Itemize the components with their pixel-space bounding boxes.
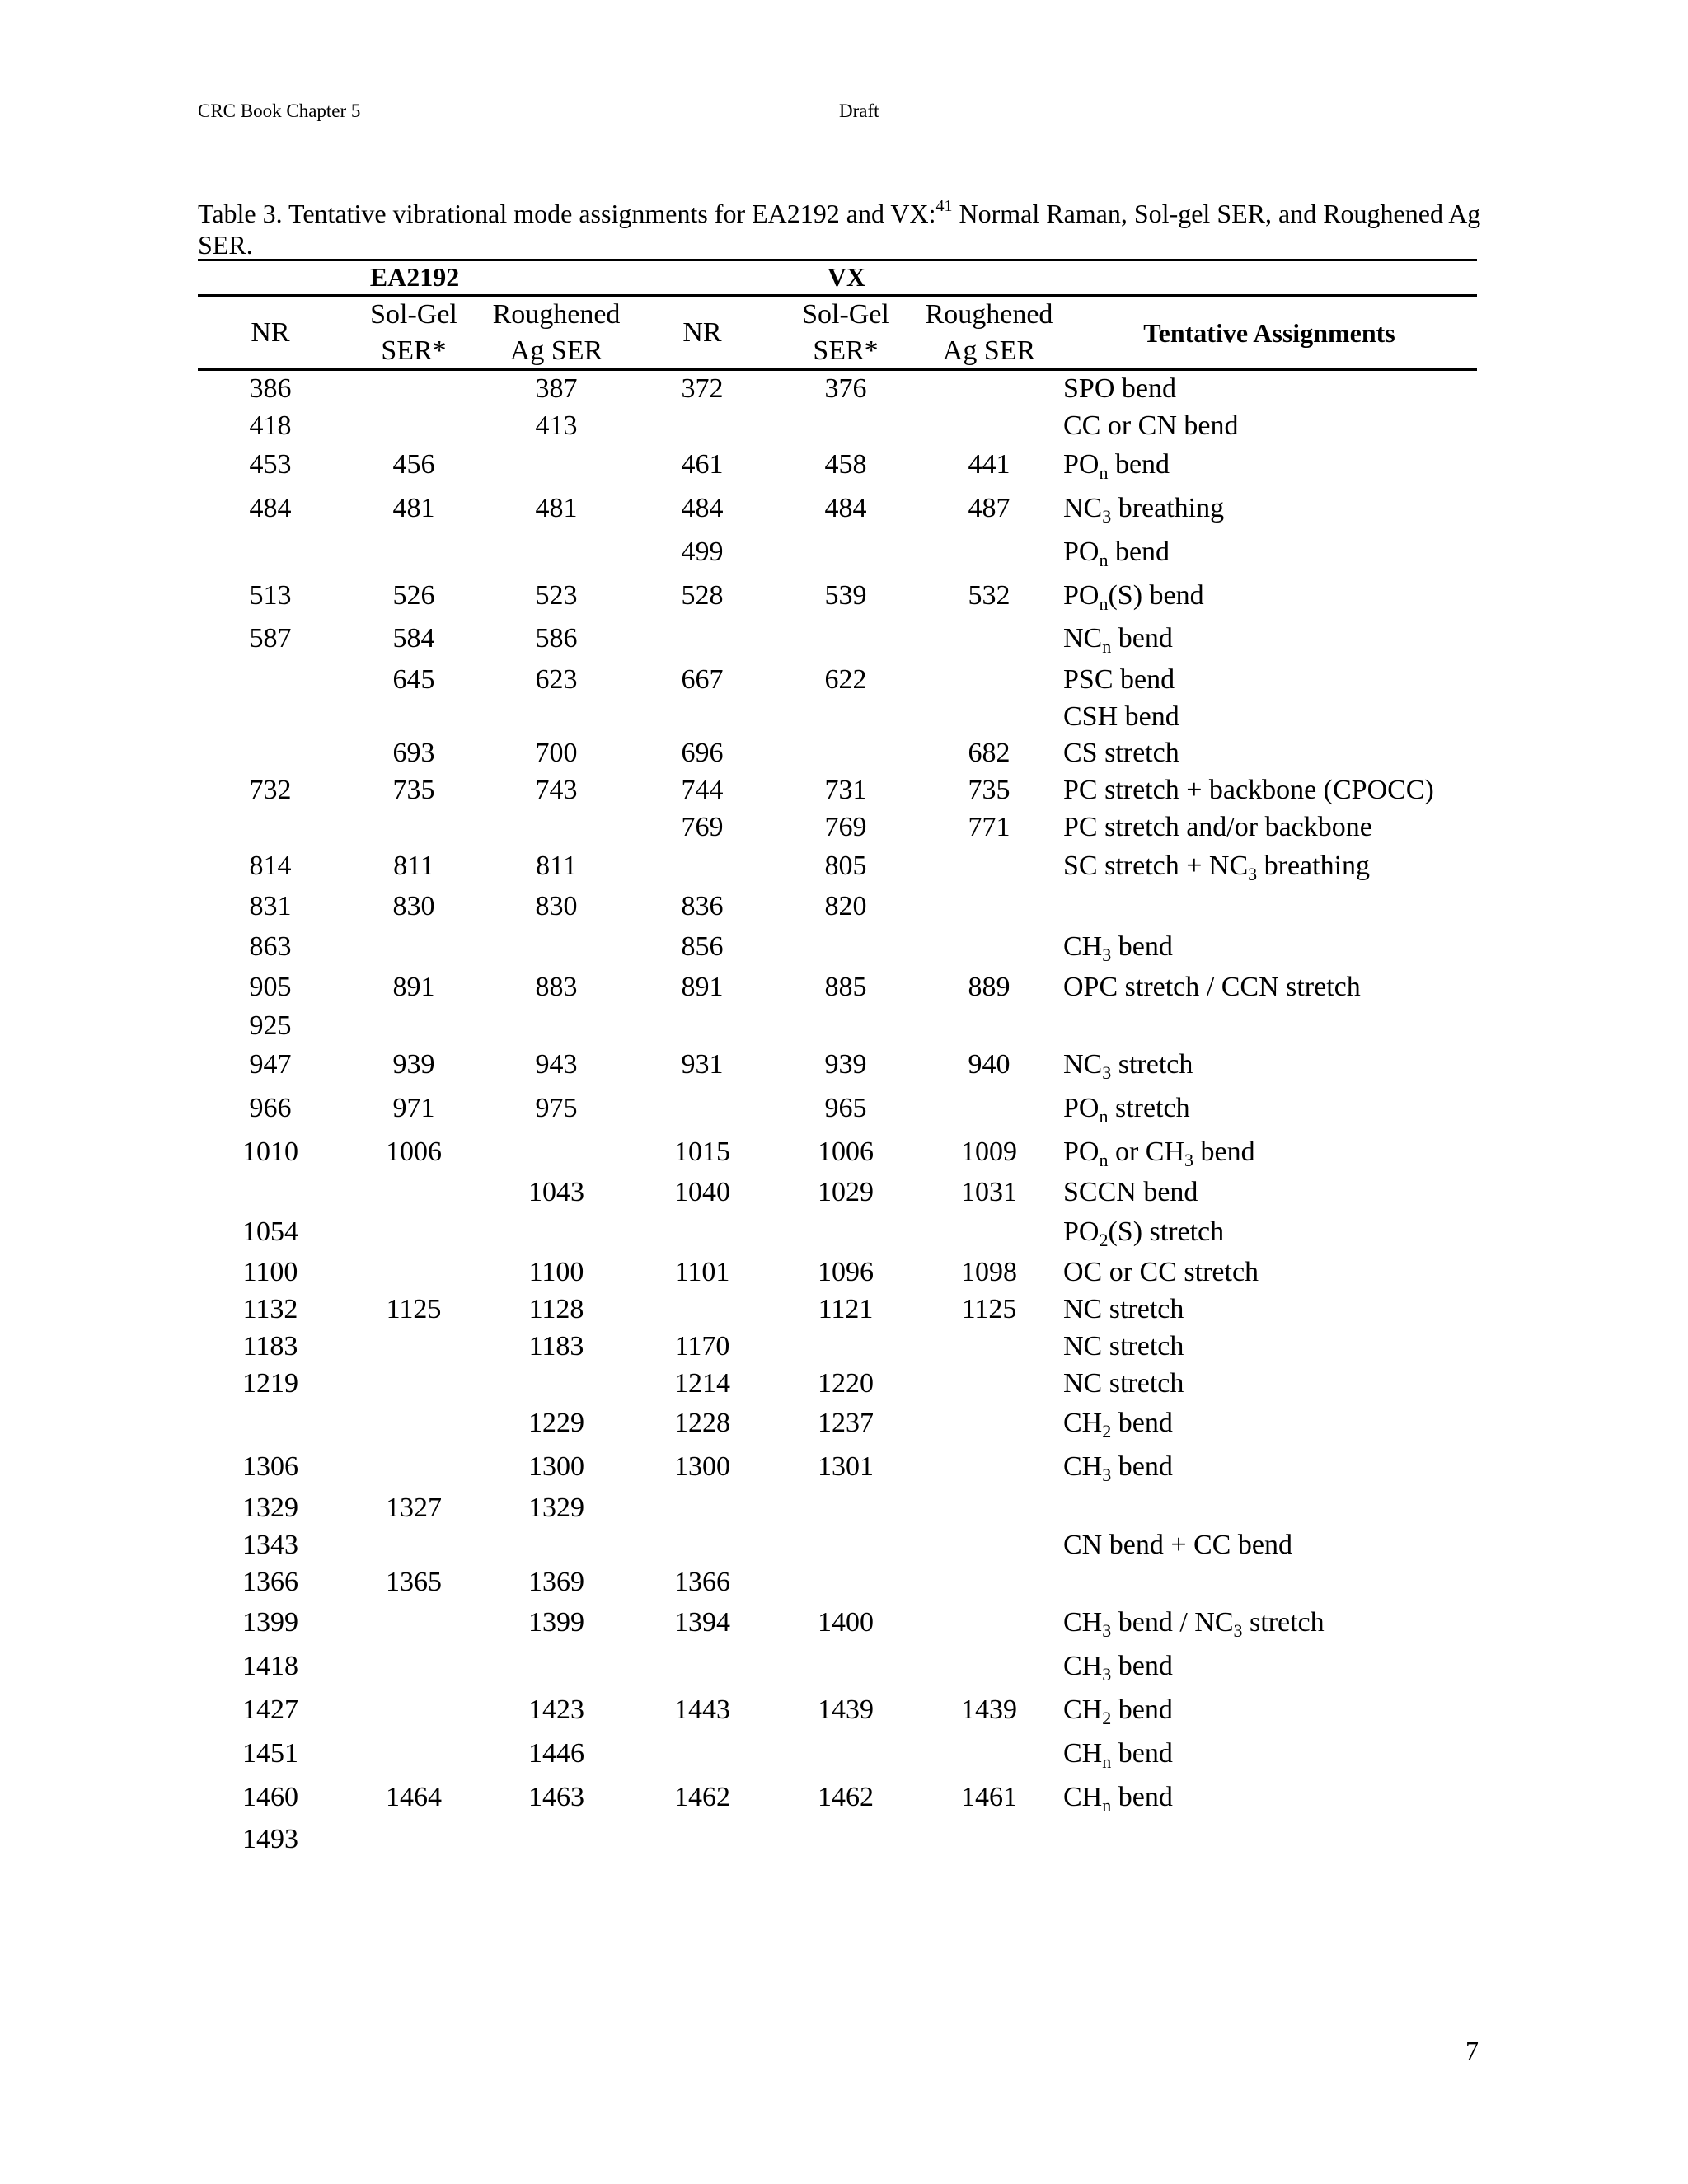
table-top-rule (198, 259, 1477, 261)
cell-vx-solgel: 1400 (818, 1607, 874, 1638)
cell-vx-roughened: 771 (968, 812, 1010, 842)
cell-ea-solgel: 1006 (386, 1137, 442, 1167)
table-row (0, 1488, 1688, 1528)
cell-assignment: $CH_n$ bend (1063, 1738, 1173, 1772)
cell-assignment: $PO_n$ bend (1063, 537, 1170, 570)
column-header-assignments: Tentative Assignments (1143, 318, 1395, 348)
cell-vx-solgel: 1220 (818, 1368, 874, 1399)
table-row (0, 1778, 1688, 1817)
cell-assignment: SC stretch + $NC_3$ breathing (1063, 851, 1371, 884)
cell-assignment: $CH_2$ bend (1063, 1408, 1173, 1441)
cell-assignment: OPC stretch / CCN stretch (1063, 972, 1361, 1002)
cell-ea-nr: 418 (249, 410, 292, 441)
cell-assignment: $PO_n$ stretch (1063, 1093, 1190, 1127)
cell-vx-solgel: 539 (824, 580, 867, 611)
cell-vx-roughened: 940 (968, 1049, 1010, 1080)
cell-assignment: $CH_3$ bend / $NC_3$ stretch (1063, 1607, 1325, 1641)
cell-vx-solgel: 1096 (818, 1257, 874, 1287)
cell-vx-solgel: 1029 (818, 1177, 874, 1207)
cell-ea-roughened: 1329 (528, 1493, 584, 1523)
cell-ea-solgel: 1464 (386, 1782, 442, 1812)
cell-ea-nr: 1306 (242, 1451, 298, 1482)
cell-vx-roughened: 1125 (961, 1294, 1017, 1324)
table-row (0, 1290, 1688, 1329)
table-row (0, 369, 1688, 409)
table-row (0, 1089, 1688, 1128)
column-header-ea-roughened: Roughened Ag SER (492, 299, 621, 366)
cell-ea-nr: 1399 (242, 1607, 298, 1638)
cell-vx-nr: 372 (681, 373, 724, 404)
cell-ea-nr: 1183 (242, 1331, 298, 1361)
table-row (0, 1045, 1688, 1085)
cell-ea-roughened: 523 (535, 580, 578, 611)
cell-ea-roughened: 811 (536, 851, 577, 881)
cell-vx-solgel: 622 (824, 664, 867, 695)
cell-ea-solgel: 939 (392, 1049, 435, 1080)
group-header-vx: VX (827, 262, 866, 292)
cell-ea-solgel: 645 (392, 664, 435, 695)
cell-ea-roughened: 1300 (528, 1451, 584, 1482)
cell-ea-nr: 947 (249, 1049, 292, 1080)
cell-vx-roughened: 735 (968, 775, 1010, 805)
cell-ea-roughened: 586 (535, 623, 578, 654)
table-row (0, 1212, 1688, 1252)
cell-vx-solgel: 885 (824, 972, 867, 1002)
table-caption (198, 198, 1484, 260)
running-header-left: CRC Book Chapter 5 (198, 101, 361, 121)
cell-ea-roughened: 1128 (528, 1294, 584, 1324)
cell-assignment: CN bend + CC bend (1063, 1530, 1292, 1560)
cell-ea-nr: 905 (249, 972, 292, 1002)
cell-vx-nr: 856 (681, 931, 724, 962)
group-header-ea2192: EA2192 (369, 262, 460, 292)
table-row (0, 1820, 1688, 1859)
table-row (0, 808, 1688, 847)
cell-vx-nr: 891 (681, 972, 724, 1002)
cell-vx-nr: 1394 (674, 1607, 730, 1638)
cell-ea-nr: 1219 (242, 1368, 298, 1399)
cell-assignment: $CH_3$ bend (1063, 931, 1173, 965)
table-row (0, 619, 1688, 658)
cell-vx-nr: 744 (681, 775, 724, 805)
cell-ea-nr: 1460 (242, 1782, 298, 1812)
table-row (0, 406, 1688, 446)
cell-vx-nr: 1040 (674, 1177, 730, 1207)
cell-assignment: $NC_3$ breathing (1063, 493, 1225, 527)
cell-vx-nr: 1170 (674, 1331, 730, 1361)
table-row (0, 846, 1688, 886)
cell-ea-solgel: 1365 (386, 1567, 442, 1597)
cell-vx-solgel: 731 (824, 775, 867, 805)
cell-ea-roughened: 1463 (528, 1782, 584, 1812)
cell-vx-roughened: 532 (968, 580, 1010, 611)
caption-text-end: Normal Raman, Sol-gel SER, and Roughened Ag SER. (198, 199, 1481, 260)
table-row (0, 1173, 1688, 1212)
cell-vx-nr: 836 (681, 891, 724, 921)
cell-vx-solgel: 458 (824, 449, 867, 480)
cell-vx-solgel: 1006 (818, 1137, 874, 1167)
cell-vx-solgel: 1301 (818, 1451, 874, 1482)
column-header-vx-nr: NR (682, 317, 722, 348)
cell-assignment: PSC bend (1063, 664, 1175, 695)
cell-vx-nr: 769 (681, 812, 724, 842)
cell-vx-solgel: 1439 (818, 1694, 874, 1725)
cell-vx-roughened: 1461 (961, 1782, 1017, 1812)
cell-ea-nr: 453 (249, 449, 292, 480)
cell-vx-solgel: 939 (824, 1049, 867, 1080)
cell-ea-roughened: 623 (535, 664, 578, 695)
cell-ea-solgel: 584 (392, 623, 435, 654)
table-row (0, 445, 1688, 485)
cell-ea-roughened: 830 (535, 891, 578, 921)
running-header-center: Draft (839, 101, 879, 121)
caption-reference: 41 (935, 197, 953, 215)
cell-vx-roughened: 1439 (961, 1694, 1017, 1725)
table-row (0, 1006, 1688, 1046)
table-row (0, 697, 1688, 737)
cell-assignment: CC or CN bend (1063, 410, 1239, 441)
cell-assignment: $CH_n$ bend (1063, 1782, 1173, 1816)
cell-assignment: $PO_2(S)$ stretch (1063, 1216, 1225, 1250)
cell-ea-roughened: 1043 (528, 1177, 584, 1207)
cell-assignment: $CH_2$ bend (1063, 1694, 1173, 1728)
cell-ea-solgel: 693 (392, 738, 435, 768)
cell-ea-roughened: 1183 (528, 1331, 584, 1361)
cell-vx-nr: 1443 (674, 1694, 730, 1725)
cell-vx-nr: 499 (681, 537, 724, 567)
cell-ea-nr: 1010 (242, 1137, 298, 1167)
table-row (0, 771, 1688, 810)
page-number: 7 (1465, 2036, 1479, 2065)
cell-ea-nr: 966 (249, 1093, 292, 1123)
cell-vx-nr: 1101 (674, 1257, 730, 1287)
cell-vx-nr: 1214 (674, 1368, 730, 1399)
cell-ea-nr: 1054 (242, 1216, 298, 1247)
cell-assignment: $CH_3$ bend (1063, 1451, 1173, 1485)
cell-ea-nr: 1493 (242, 1824, 298, 1854)
cell-ea-nr: 1418 (242, 1651, 298, 1681)
cell-ea-nr: 831 (249, 891, 292, 921)
table-row (0, 1447, 1688, 1487)
cell-ea-roughened: 1399 (528, 1607, 584, 1638)
cell-vx-solgel: 820 (824, 891, 867, 921)
cell-vx-solgel: 805 (824, 851, 867, 881)
cell-ea-nr: 1132 (242, 1294, 298, 1324)
cell-assignment: SCCN bend (1063, 1177, 1198, 1207)
cell-ea-roughened: 943 (535, 1049, 578, 1080)
cell-ea-roughened: 700 (535, 738, 578, 768)
cell-assignment: PC stretch and/or backbone (1063, 812, 1372, 842)
cell-ea-solgel: 1125 (386, 1294, 442, 1324)
cell-assignment: NC stretch (1063, 1331, 1184, 1361)
cell-vx-roughened: 487 (968, 493, 1010, 523)
cell-ea-nr: 814 (249, 851, 292, 881)
cell-vx-nr: 1015 (674, 1137, 730, 1167)
cell-vx-nr: 528 (681, 580, 724, 611)
cell-assignment: SPO bend (1063, 373, 1176, 404)
cell-ea-solgel: 971 (392, 1093, 435, 1123)
cell-ea-nr: 925 (249, 1010, 292, 1041)
table-row (0, 1132, 1688, 1172)
cell-ea-roughened: 413 (535, 410, 578, 441)
cell-vx-solgel: 484 (824, 493, 867, 523)
cell-ea-nr: 1451 (242, 1738, 298, 1769)
cell-vx-roughened: 441 (968, 449, 1010, 480)
cell-ea-roughened: 975 (535, 1093, 578, 1123)
cell-vx-nr: 667 (681, 664, 724, 695)
cell-assignment: CSH bend (1063, 701, 1179, 732)
cell-ea-nr: 1100 (242, 1257, 298, 1287)
column-header-ea-nr: NR (251, 317, 290, 348)
table-row (0, 660, 1688, 700)
table-row (0, 1327, 1688, 1366)
cell-assignment: $NC_n$ bend (1063, 623, 1173, 657)
cell-ea-roughened: 743 (535, 775, 578, 805)
cell-assignment: $PO_n(S)$ bend (1063, 580, 1204, 614)
table-row (0, 1690, 1688, 1730)
cell-vx-nr: 1366 (674, 1567, 730, 1597)
table-row (0, 1253, 1688, 1292)
table-row (0, 489, 1688, 528)
table-row (0, 1404, 1688, 1443)
table-row (0, 1734, 1688, 1774)
cell-vx-nr: 484 (681, 493, 724, 523)
cell-ea-solgel: 735 (392, 775, 435, 805)
cell-vx-roughened: 1031 (961, 1177, 1017, 1207)
cell-assignment: $PO_n$ bend (1063, 449, 1170, 483)
cell-ea-solgel: 891 (392, 972, 435, 1002)
table-row (0, 1647, 1688, 1686)
cell-ea-roughened: 883 (535, 972, 578, 1002)
cell-ea-roughened: 1100 (528, 1257, 584, 1287)
table-row (0, 1364, 1688, 1404)
cell-ea-roughened: 1369 (528, 1567, 584, 1597)
cell-ea-solgel: 811 (393, 851, 434, 881)
cell-ea-solgel: 456 (392, 449, 435, 480)
cell-vx-solgel: 769 (824, 812, 867, 842)
cell-assignment: $NC_3$ stretch (1063, 1049, 1193, 1083)
column-header-vx-roughened: Roughened Ag SER (925, 299, 1053, 366)
cell-vx-solgel: 965 (824, 1093, 867, 1123)
cell-ea-nr: 732 (249, 775, 292, 805)
table-row (0, 733, 1688, 773)
cell-vx-roughened: 1098 (961, 1257, 1017, 1287)
cell-assignment: $CH_3$ bend (1063, 1651, 1173, 1685)
cell-vx-nr: 696 (681, 738, 724, 768)
cell-ea-roughened: 481 (535, 493, 578, 523)
cell-ea-roughened: 1423 (528, 1694, 584, 1725)
cell-ea-nr: 484 (249, 493, 292, 523)
cell-assignment: OC or CC stretch (1063, 1257, 1259, 1287)
cell-ea-nr: 386 (249, 373, 292, 404)
cell-vx-roughened: 1009 (961, 1137, 1017, 1167)
cell-vx-solgel: 1121 (818, 1294, 874, 1324)
cell-assignment: NC stretch (1063, 1368, 1184, 1399)
cell-vx-nr: 931 (681, 1049, 724, 1080)
cell-vx-nr: 461 (681, 449, 724, 480)
cell-ea-nr: 1329 (242, 1493, 298, 1523)
cell-ea-nr: 587 (249, 623, 292, 654)
cell-ea-nr: 1427 (242, 1694, 298, 1725)
cell-vx-roughened: 889 (968, 972, 1010, 1002)
cell-assignment: NC stretch (1063, 1294, 1184, 1324)
column-header-ea-solgel: Sol-Gel SER* (370, 299, 457, 366)
cell-ea-solgel: 1327 (386, 1493, 442, 1523)
table-row (0, 887, 1688, 926)
cell-vx-nr: 1228 (674, 1408, 730, 1438)
cell-ea-solgel: 526 (392, 580, 435, 611)
cell-vx-nr: 1462 (674, 1782, 730, 1812)
table-row (0, 1526, 1688, 1565)
cell-vx-solgel: 376 (824, 373, 867, 404)
cell-assignment: PC stretch + backbone (CPOCC) (1063, 775, 1434, 805)
cell-ea-roughened: 387 (535, 373, 578, 404)
cell-vx-solgel: 1462 (818, 1782, 874, 1812)
table-row (0, 927, 1688, 967)
table-row (0, 532, 1688, 572)
cell-ea-nr: 513 (249, 580, 292, 611)
cell-ea-nr: 1343 (242, 1530, 298, 1560)
cell-ea-solgel: 830 (392, 891, 435, 921)
cell-assignment: CS stretch (1063, 738, 1179, 768)
cell-ea-roughened: 1229 (528, 1408, 584, 1438)
cell-vx-nr: 1300 (674, 1451, 730, 1482)
table-row (0, 968, 1688, 1007)
cell-vx-solgel: 1237 (818, 1408, 874, 1438)
cell-vx-roughened: 682 (968, 738, 1010, 768)
cell-assignment: $PO_n$ or $CH_3$ bend (1063, 1137, 1255, 1170)
table-row (0, 1563, 1688, 1602)
cell-ea-nr: 1366 (242, 1567, 298, 1597)
cell-ea-roughened: 1446 (528, 1738, 584, 1769)
table-row (0, 576, 1688, 616)
caption-text-start: Table 3. Tentative vibrational mode assignments for EA2192 and VX: (198, 199, 936, 228)
table-row (0, 1603, 1688, 1643)
cell-ea-nr: 863 (249, 931, 292, 962)
cell-ea-solgel: 481 (392, 493, 435, 523)
column-header-vx-solgel: Sol-Gel SER* (802, 299, 889, 366)
